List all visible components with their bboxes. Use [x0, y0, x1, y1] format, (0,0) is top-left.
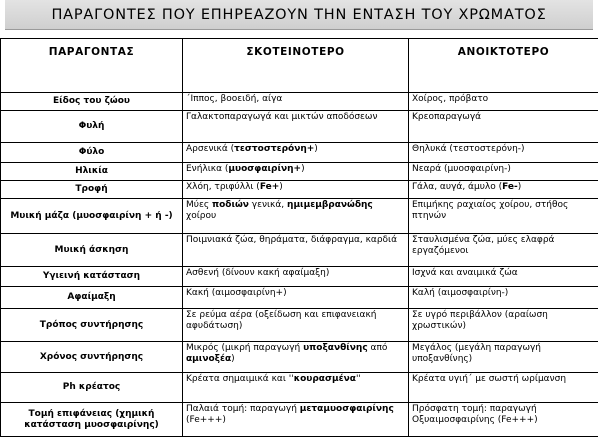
lighter-cell [409, 199, 598, 234]
cell-text: ΄Ιππος, βοοειδή, αίγα [186, 94, 283, 104]
factor-cell: Μυική άσκηση [1, 234, 183, 267]
factor-cell: Ηλικία [1, 163, 183, 181]
factor-cell: Ph κρέατος [1, 373, 183, 403]
factor-cell: Υγιεινή κατάσταση [1, 267, 183, 287]
darker-cell [183, 234, 409, 267]
table-row [1, 267, 598, 287]
cell-text: Σε ρεύμα αέρα (οξείδωση και επιφανειακή αφυδάτωση) [186, 310, 377, 331]
table-row [1, 373, 598, 403]
cell-text: Ποιμνιακά ζώα, θηράματα, διάφραγμα, καρδιά [186, 235, 398, 245]
bold-text: μεταμυοσφαιρίνης [299, 404, 394, 414]
cell-text: Ασθενή (δίνουν κακή αφαίμαξη) [186, 268, 330, 278]
darker-cell [183, 287, 409, 309]
cell-text: χοίρου [186, 211, 217, 221]
bold-text: ποδιών [211, 200, 249, 210]
header-row [1, 39, 598, 93]
table-row [1, 287, 598, 309]
factor-cell: Χρόνος συντήρησης [1, 342, 183, 373]
lighter-cell [409, 309, 598, 342]
header-darker: ΣΚΟΤΕΙΝΟΤΕΡΟ [183, 39, 409, 93]
table-row [1, 163, 598, 181]
factor-cell: Μυική μάζα (μυοσφαιρίνη + ή -) [1, 199, 183, 234]
darker-cell [183, 181, 409, 199]
lighter-cell [409, 373, 598, 403]
cell-text: Αρσενικά ( [186, 144, 235, 154]
factor-cell: Τροφή [1, 181, 183, 199]
lighter-cell [409, 163, 598, 181]
darker-cell [183, 373, 409, 403]
cell-text: Καλή (αιμοσφαιρίνη-) [412, 288, 509, 298]
cell-text: Παλαιά τομή: παραγωγή [186, 404, 300, 414]
darker-cell [183, 199, 409, 234]
bold-text: ημιμεμβρανώδης [287, 200, 373, 210]
cell-text: Μικρός (μικρή παραγωγή [186, 343, 304, 353]
cell-text: Κακή (αιμοσφαιρίνη+) [186, 288, 287, 298]
title-band [5, 0, 593, 30]
table-row [1, 111, 598, 143]
cell-text: Ενήλικα ( [186, 164, 229, 174]
cell-text: Ισχνά και αναιμικά ζώα [412, 268, 518, 278]
lighter-cell [409, 234, 598, 267]
table-row [1, 181, 598, 199]
cell-text: (Fe+++) [186, 415, 226, 425]
bold-text: τεστοστερόνη+ [234, 144, 315, 154]
cell-text: Σε υγρό περιβάλλον (αραίωση χρωστικών) [412, 310, 548, 331]
bold-text: υποξανθίνης [303, 343, 368, 353]
cell-text: ) [231, 354, 235, 364]
darker-cell [183, 143, 409, 163]
bold-text: Fe+ [259, 182, 280, 192]
bold-text: μυοσφαιρίνη+ [228, 164, 302, 174]
cell-text: Επιμήκης ραχιαίος χοίρου, στήθος πτηνών [412, 200, 569, 221]
factor-cell: Φύλο [1, 143, 183, 163]
cell-text: ) [314, 144, 318, 154]
page-title: ΠΑΡΑΓΟΝΤΕΣ ΠΟΥ ΕΠΗΡΕΑΖΟΥΝ ΤΗΝ ΕΝΤΑΣΗ ΤΟΥ ΧΡΩΜΑΤΟΣ [51, 6, 547, 23]
darker-cell [183, 309, 409, 342]
cell-text: γενικά, [248, 200, 288, 210]
cell-text: ) [517, 182, 522, 192]
lighter-cell [409, 287, 598, 309]
table-row [1, 93, 598, 111]
cell-text: ) [301, 164, 305, 174]
cell-text: Κρέατα υγιή΄ με σωστή ωρίμανση [412, 374, 567, 384]
table-row [1, 143, 598, 163]
header-factor: ΠΑΡΑΓΟΝΤΑΣ [1, 39, 183, 93]
darker-cell [183, 163, 409, 181]
table-row [1, 342, 598, 373]
cell-text: Πρόσφατη τομή: παραγωγή Οξυαιμοσφαιρίνης (Fe+++) [412, 404, 538, 425]
table-row [1, 309, 598, 342]
bold-text: αμινοξέα [186, 354, 232, 364]
factor-cell: Αφαίμαξη [1, 287, 183, 309]
cell-text: από [367, 343, 388, 353]
cell-text: Μύες [186, 200, 212, 210]
cell-text: Κρέατα σημαιμικά και '' [186, 374, 294, 384]
cell-text: Χλόη, τριφύλλι ( [186, 182, 260, 192]
darker-cell [183, 93, 409, 111]
table-row [1, 199, 598, 234]
cell-text: Θηλυκά (τεστοστερόνη-) [412, 144, 525, 154]
cell-text: Σταυλισμένα ζώα, μύες ελαφρά εργαζόμενοι [412, 235, 555, 256]
lighter-cell [409, 267, 598, 287]
cell-text: Κρεοπαραγωγά [412, 112, 482, 122]
cell-text: Γάλα, αυγά, άμυλο ( [412, 182, 503, 192]
lighter-cell [409, 93, 598, 111]
darker-cell [183, 403, 409, 437]
table-row [1, 403, 598, 437]
header-lighter: ΑΝΟΙΚΤΟΤΕΡΟ [409, 39, 598, 93]
factor-cell: Φυλή [1, 111, 183, 143]
lighter-cell [409, 403, 598, 437]
darker-cell [183, 342, 409, 373]
factor-cell: Τομή επιφάνειας (χημική κατάσταση μυοσφαιρίνης) [1, 403, 183, 437]
lighter-cell [409, 143, 598, 163]
bold-text: Fe- [502, 182, 518, 192]
lighter-cell [409, 181, 598, 199]
factor-cell: Τρόπος συντήρησης [1, 309, 183, 342]
table-row [1, 234, 598, 267]
lighter-cell [409, 342, 598, 373]
cell-text: Γαλακτοπαραγωγά και μικτών αποδόσεων [186, 112, 378, 122]
lighter-cell [409, 111, 598, 143]
cell-text: '' [355, 374, 361, 384]
factor-cell: Είδος του ζώου [1, 93, 183, 111]
cell-text: ) [279, 182, 283, 192]
cell-text: Χοίρος, πρόβατο [412, 94, 489, 104]
darker-cell [183, 267, 409, 287]
color-factors-table [0, 38, 598, 437]
darker-cell [183, 111, 409, 143]
cell-text: Μεγάλος (μεγάλη παραγωγή υποξανθίνης) [412, 343, 542, 364]
bold-text: κουρασμένα [293, 374, 356, 384]
cell-text: Νεαρά (μυοσφαιρίνη-) [412, 164, 511, 174]
